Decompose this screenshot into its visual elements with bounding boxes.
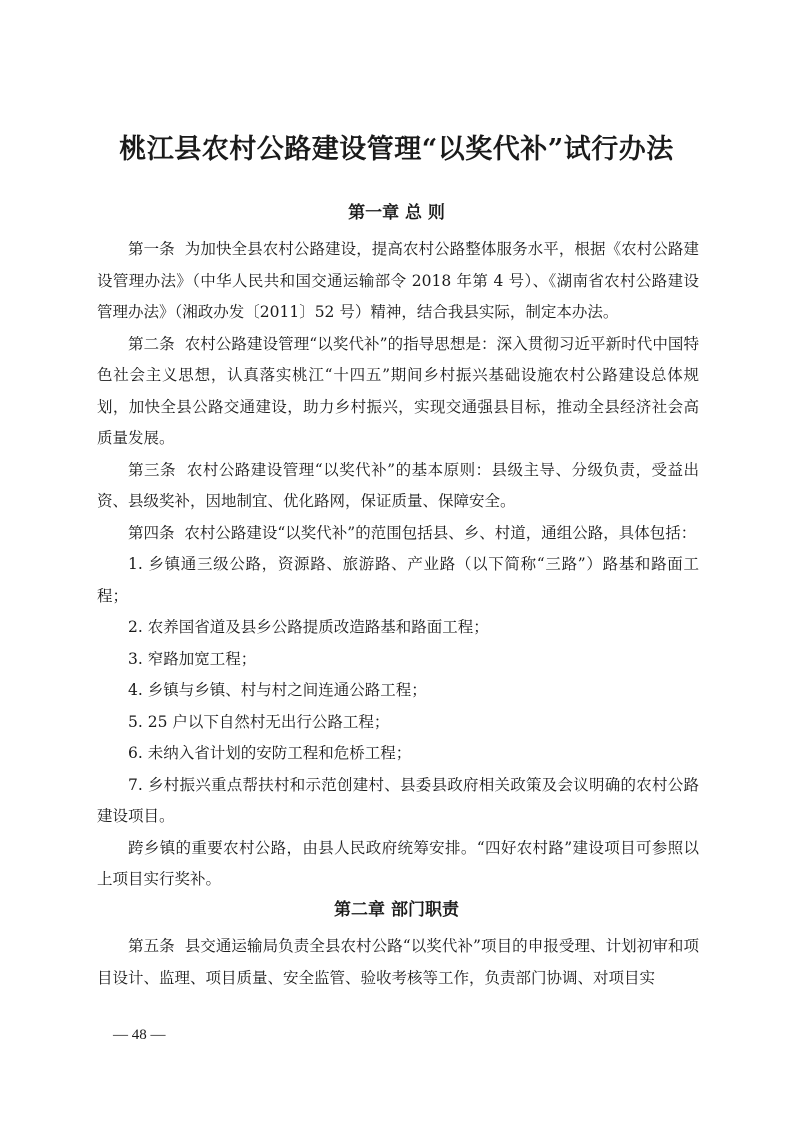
chapter-1-body <box>97 234 699 896</box>
article-5 <box>97 931 699 994</box>
document-title: 桃江县农村公路建设管理“以奖代补”试行办法 <box>119 134 674 165</box>
page-number: — 48 — <box>113 1027 166 1043</box>
article-3 <box>97 455 699 518</box>
chapter-2-body <box>97 931 699 994</box>
article-number: 第五条 <box>128 937 175 955</box>
article-number: 第一条 <box>128 240 175 258</box>
closing-paragraph: 跨乡镇的重要农村公路，由县人民政府统筹安排。“四好农村路”建设项目可参照以上项目实行奖补。 <box>97 838 699 888</box>
article-text: 县交通运输局负责全县农村公路“以奖代补”项目的申报受理、计划初审和项目设计、监理、项目质量、安全监管、验收考核等工作，负责部门协调、对项目实 <box>97 937 699 987</box>
article-number: 第四条 <box>128 523 175 542</box>
list-item-4: 4. 乡镇与乡镇、村与村之间连通公路工程； <box>128 681 427 699</box>
list-item-3: 3. 窄路加宽工程； <box>128 649 257 668</box>
article-text: 农村公路建设管理“以奖代补”的指导思想是：深入贯彻习近平新时代中国特色社会主义思想，认真落实桃江“十四五”期间乡村振兴基础设施农村公路建设总体规划，加快全县公路交通建设，助力乡村振兴，实现交通强县目标，推动全县经济社会高质量发展。 <box>97 334 699 447</box>
article-1 <box>97 234 699 329</box>
list-item-2: 2. 农养国省道及县乡公路提质改造路基和路面工程； <box>128 618 489 636</box>
list-item-5: 5. 25 户以下自然村无出行公路工程； <box>128 712 390 731</box>
list-item-7: 7. 乡村振兴重点帮扶村和示范创建村、县委县政府相关政策及会议明确的农村公路建设项目。 <box>97 775 699 825</box>
list-item-1: 1. 乡镇通三级公路，资源路、旅游路、产业路（以下简称“三路”）路基和路面工程； <box>97 555 699 605</box>
article-text: 为加快全县农村公路建设，提高农村公路整体服务水平，根据《农村公路建设管理办法》（中华人民共和国交通运输部令 2018 年第 4 号）、《湖南省农村公路建设管理办法》（湘政办发〔2011〕52 号）精神，结合我县实际，制定本办法。 <box>97 240 699 321</box>
article-number: 第三条 <box>128 460 176 479</box>
article-text: 农村公路建设“以奖代补”的范围包括县、乡、村道，通组公路，具体包括： <box>184 523 697 542</box>
article-text: 农村公路建设管理“以奖代补”的基本原则：县级主导、分级负责，受益出资、县级奖补，因地制宜、优化路网，保证质量、保障安全。 <box>97 460 699 510</box>
list-item-6: 6. 未纳入省计划的安防工程和危桥工程； <box>128 744 412 762</box>
article-2 <box>97 329 699 455</box>
article-number: 第二条 <box>128 334 175 353</box>
article-4 <box>97 518 699 550</box>
chapter-2-heading: 第二章 部门职责 <box>334 900 459 920</box>
chapter-1-heading: 第一章 总 则 <box>348 203 445 223</box>
